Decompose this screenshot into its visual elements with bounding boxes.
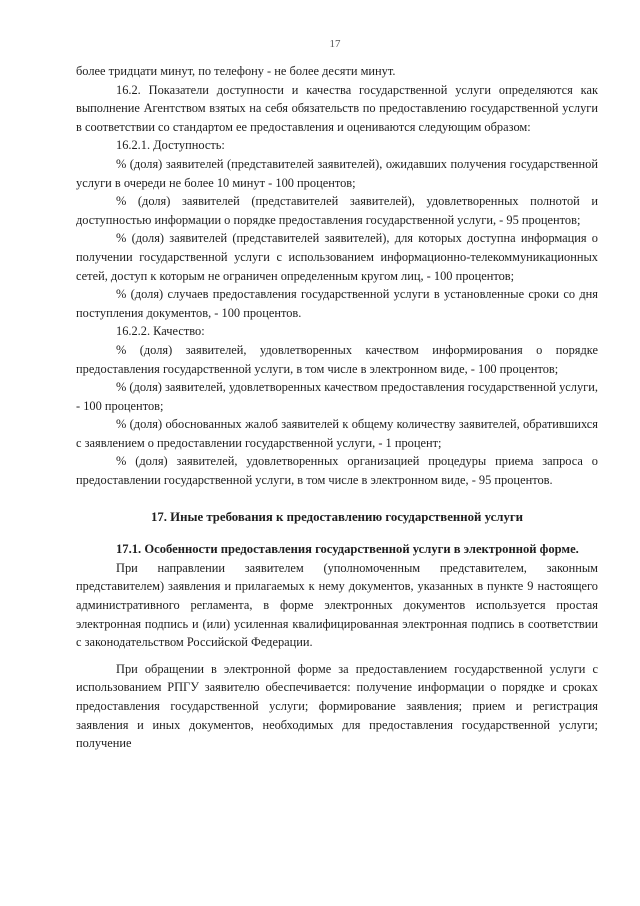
spacer — [76, 652, 598, 660]
paragraph: % (доля) заявителей, удовлетворенных качеством предоставления государственной услуги, - 100 процентов; — [76, 380, 598, 413]
paragraph: При обращении в электронной форме за предоставлением государственной услуги с использованием РПГУ заявителю обеспечивается: получение информации о порядке и сроках предоставления государственной услуги; формирование заявления; прием и регистрация заявления и иных документов, необходимых для предоставления государственной услуги; получение — [76, 661, 598, 751]
paragraph: % (доля) обоснованных жалоб заявителей к общему количеству заявителей, обратившихся с заявлением о предоставлении государственной услуги, - 1 процент; — [76, 417, 598, 450]
paragraph: При направлении заявителем (уполномоченным представителем, законным представителем) заявления и прилагаемых к нему документов, указанных в пункте 9 настоящего административного регламента, в форме электронных документов используется простая электронная подпись и (или) усиленная квалифицированная электронная подпись в соответствии с законодательством Российской Федерации. — [76, 560, 598, 650]
page-number: 17 — [329, 38, 341, 50]
paragraph: % (доля) заявителей, удовлетворенных качеством информирования о порядке предоставления государственной услуги, в том числе в электронном виде, - 100 процентов; — [76, 342, 598, 376]
paragraph: 16.2.2. Качество: — [116, 324, 205, 339]
paragraph: более тридцати минут, по телефону - не более десяти минут. — [76, 64, 396, 78]
paragraph: % (доля) заявителей (представителей заявителей), для которых доступна информация о получении государственной услуги с использованием информационно-телекоммуникационных сетей, доступ к которым не ограничен определенным кругом лиц, - 100 процентов; — [76, 231, 598, 283]
section-heading: 17. Иные требования к предоставлению государственной услуги — [150, 509, 524, 524]
document-body — [76, 62, 598, 753]
paragraph: % (доля) заявителей, удовлетворенных организацией процедуры приема запроса о предоставлении государственной услуги, в том числе в электронном виде, - 95 процентов. — [76, 454, 598, 488]
paragraph: 16.2.1. Доступность: — [116, 138, 225, 153]
paragraph: % (доля) случаев предоставления государственной услуги в установленные сроки со дня поступления документов, - 100 процентов. — [76, 287, 598, 320]
paragraph: % (доля) заявителей (представителей заявителей), ожидавших получения государственной услуги в очереди не более 10 минут - 100 процентов; — [76, 156, 598, 190]
subsection-heading: 17.1. Особенности предоставления государственной услуги в электронной форме. — [116, 542, 579, 557]
paragraph: 16.2. Показатели доступности и качества государственной услуги определяются как выполнение Агентством взятых на себя обязательств по предоставлению государственной услуги в соответствии со стандартом ее предоставления и оцениваются следующим образом: — [76, 82, 598, 134]
paragraph: % (доля) заявителей (представителей заявителей), удовлетворенных полнотой и доступностью информации о порядке предоставления государственной услуги, - 95 процентов; — [76, 194, 598, 227]
